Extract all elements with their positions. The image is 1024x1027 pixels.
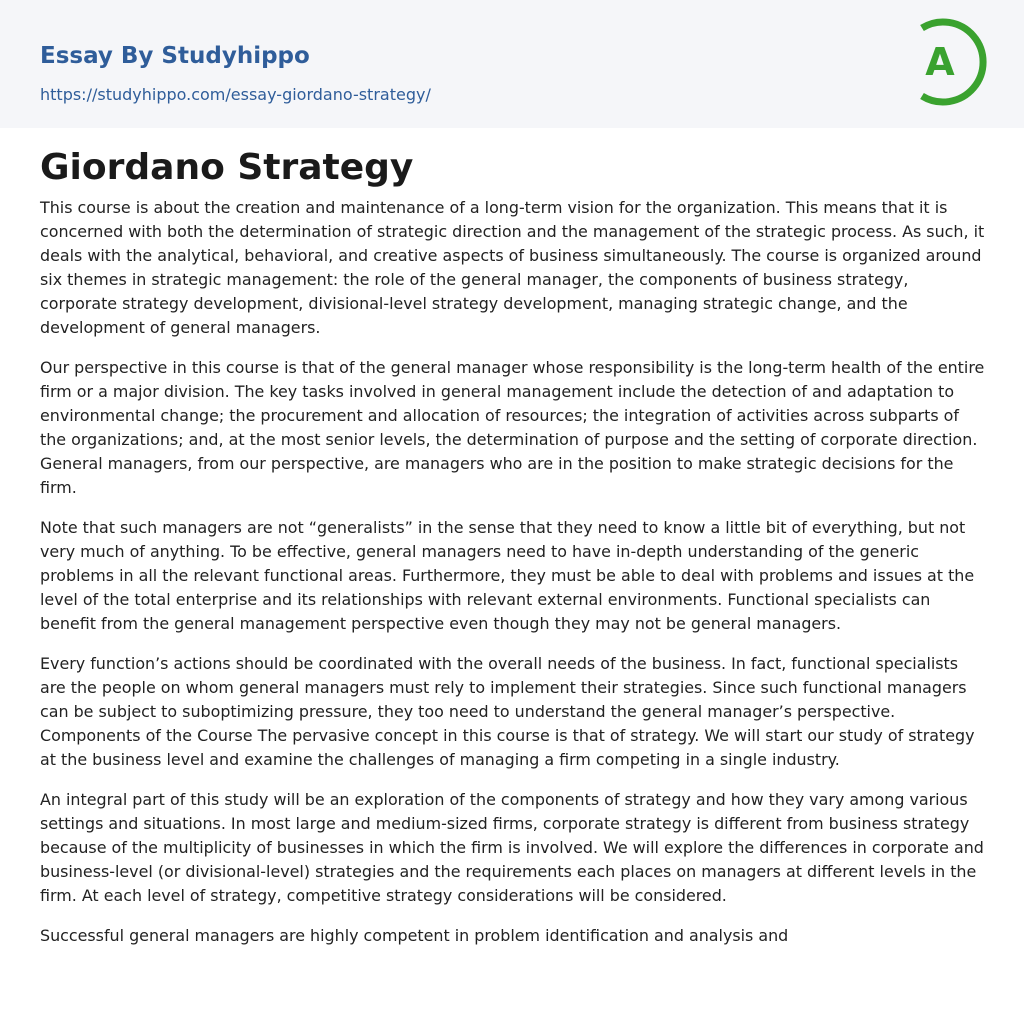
page-header bbox=[0, 0, 1024, 128]
studyhippo-logo-icon[interactable] bbox=[912, 18, 988, 106]
paragraph-2: Our perspective in this course is that of the general manager whose responsibility is the long-term health of the entire firm or a major division. The key tasks involved in general management include the detection of and adaptation to environmental change; the procurement and allocation of resources; the integration of activities across subparts of the organizations; and, at the most senior levels, the determination of purpose and the setting of corporate direction. General managers, from our perspective, are managers who are in the position to make strategic decisions for the firm. bbox=[40, 358, 985, 497]
paragraph-5: An integral part of this study will be an exploration of the components of strategy and how they vary among various settings and situations. In most large and medium-sized firms, corporate strategy is different from business strategy because of the multiplicity of businesses in which the firm is involved. We will explore the differences in corporate and business-level (or divisional-level) strategies and the requirements each places on managers at different levels in the firm. At each level of strategy, competitive strategy considerations will be considered. bbox=[40, 790, 984, 905]
page-title: Giordano Strategy bbox=[40, 147, 414, 188]
logo-letter: A bbox=[925, 40, 955, 84]
paragraph-6: Successful general managers are highly competent in problem identification and analysis and bbox=[40, 926, 789, 945]
paragraph-4: Every function’s actions should be coordinated with the overall needs of the business. In fact, functional specialists are the people on whom general managers must rely to implement their strategies. Since such functional managers can be subject to suboptimizing pressure, they too need to understand the general manager’s perspective. Components of the Course The pervasive concept in this course is that of strategy. We will start our study of strategy at the business level and examine the challenges of managing a firm competing in a single industry. bbox=[40, 654, 975, 769]
brand-title: Essay By Studyhippo bbox=[40, 43, 310, 69]
article-content bbox=[40, 140, 988, 964]
paragraph-1: This course is about the creation and maintenance of a long-term vision for the organization. This means that it is concerned with both the determination of strategic direction and the management of the strategic process. As such, it deals with the analytical, behavioral, and creative aspects of business simultaneously. The course is organized around six themes in strategic management: the role of the general manager, the components of business strategy, corporate strategy development, divisional-level strategy development, managing strategic change, and the development of general managers. bbox=[40, 198, 985, 337]
essay-url-link[interactable]: https://studyhippo.com/essay-giordano-strategy/ bbox=[40, 85, 431, 104]
paragraph-3: Note that such managers are not “generalists” in the sense that they need to know a little bit of everything, but not very much of anything. To be effective, general managers need to have in-depth understanding of the generic problems in all the relevant functional areas. Furthermore, they must be able to deal with problems and issues at the level of the total enterprise and its relationships with relevant external environments. Functional specialists can benefit from the general management perspective even though they may not be general managers. bbox=[40, 518, 975, 633]
